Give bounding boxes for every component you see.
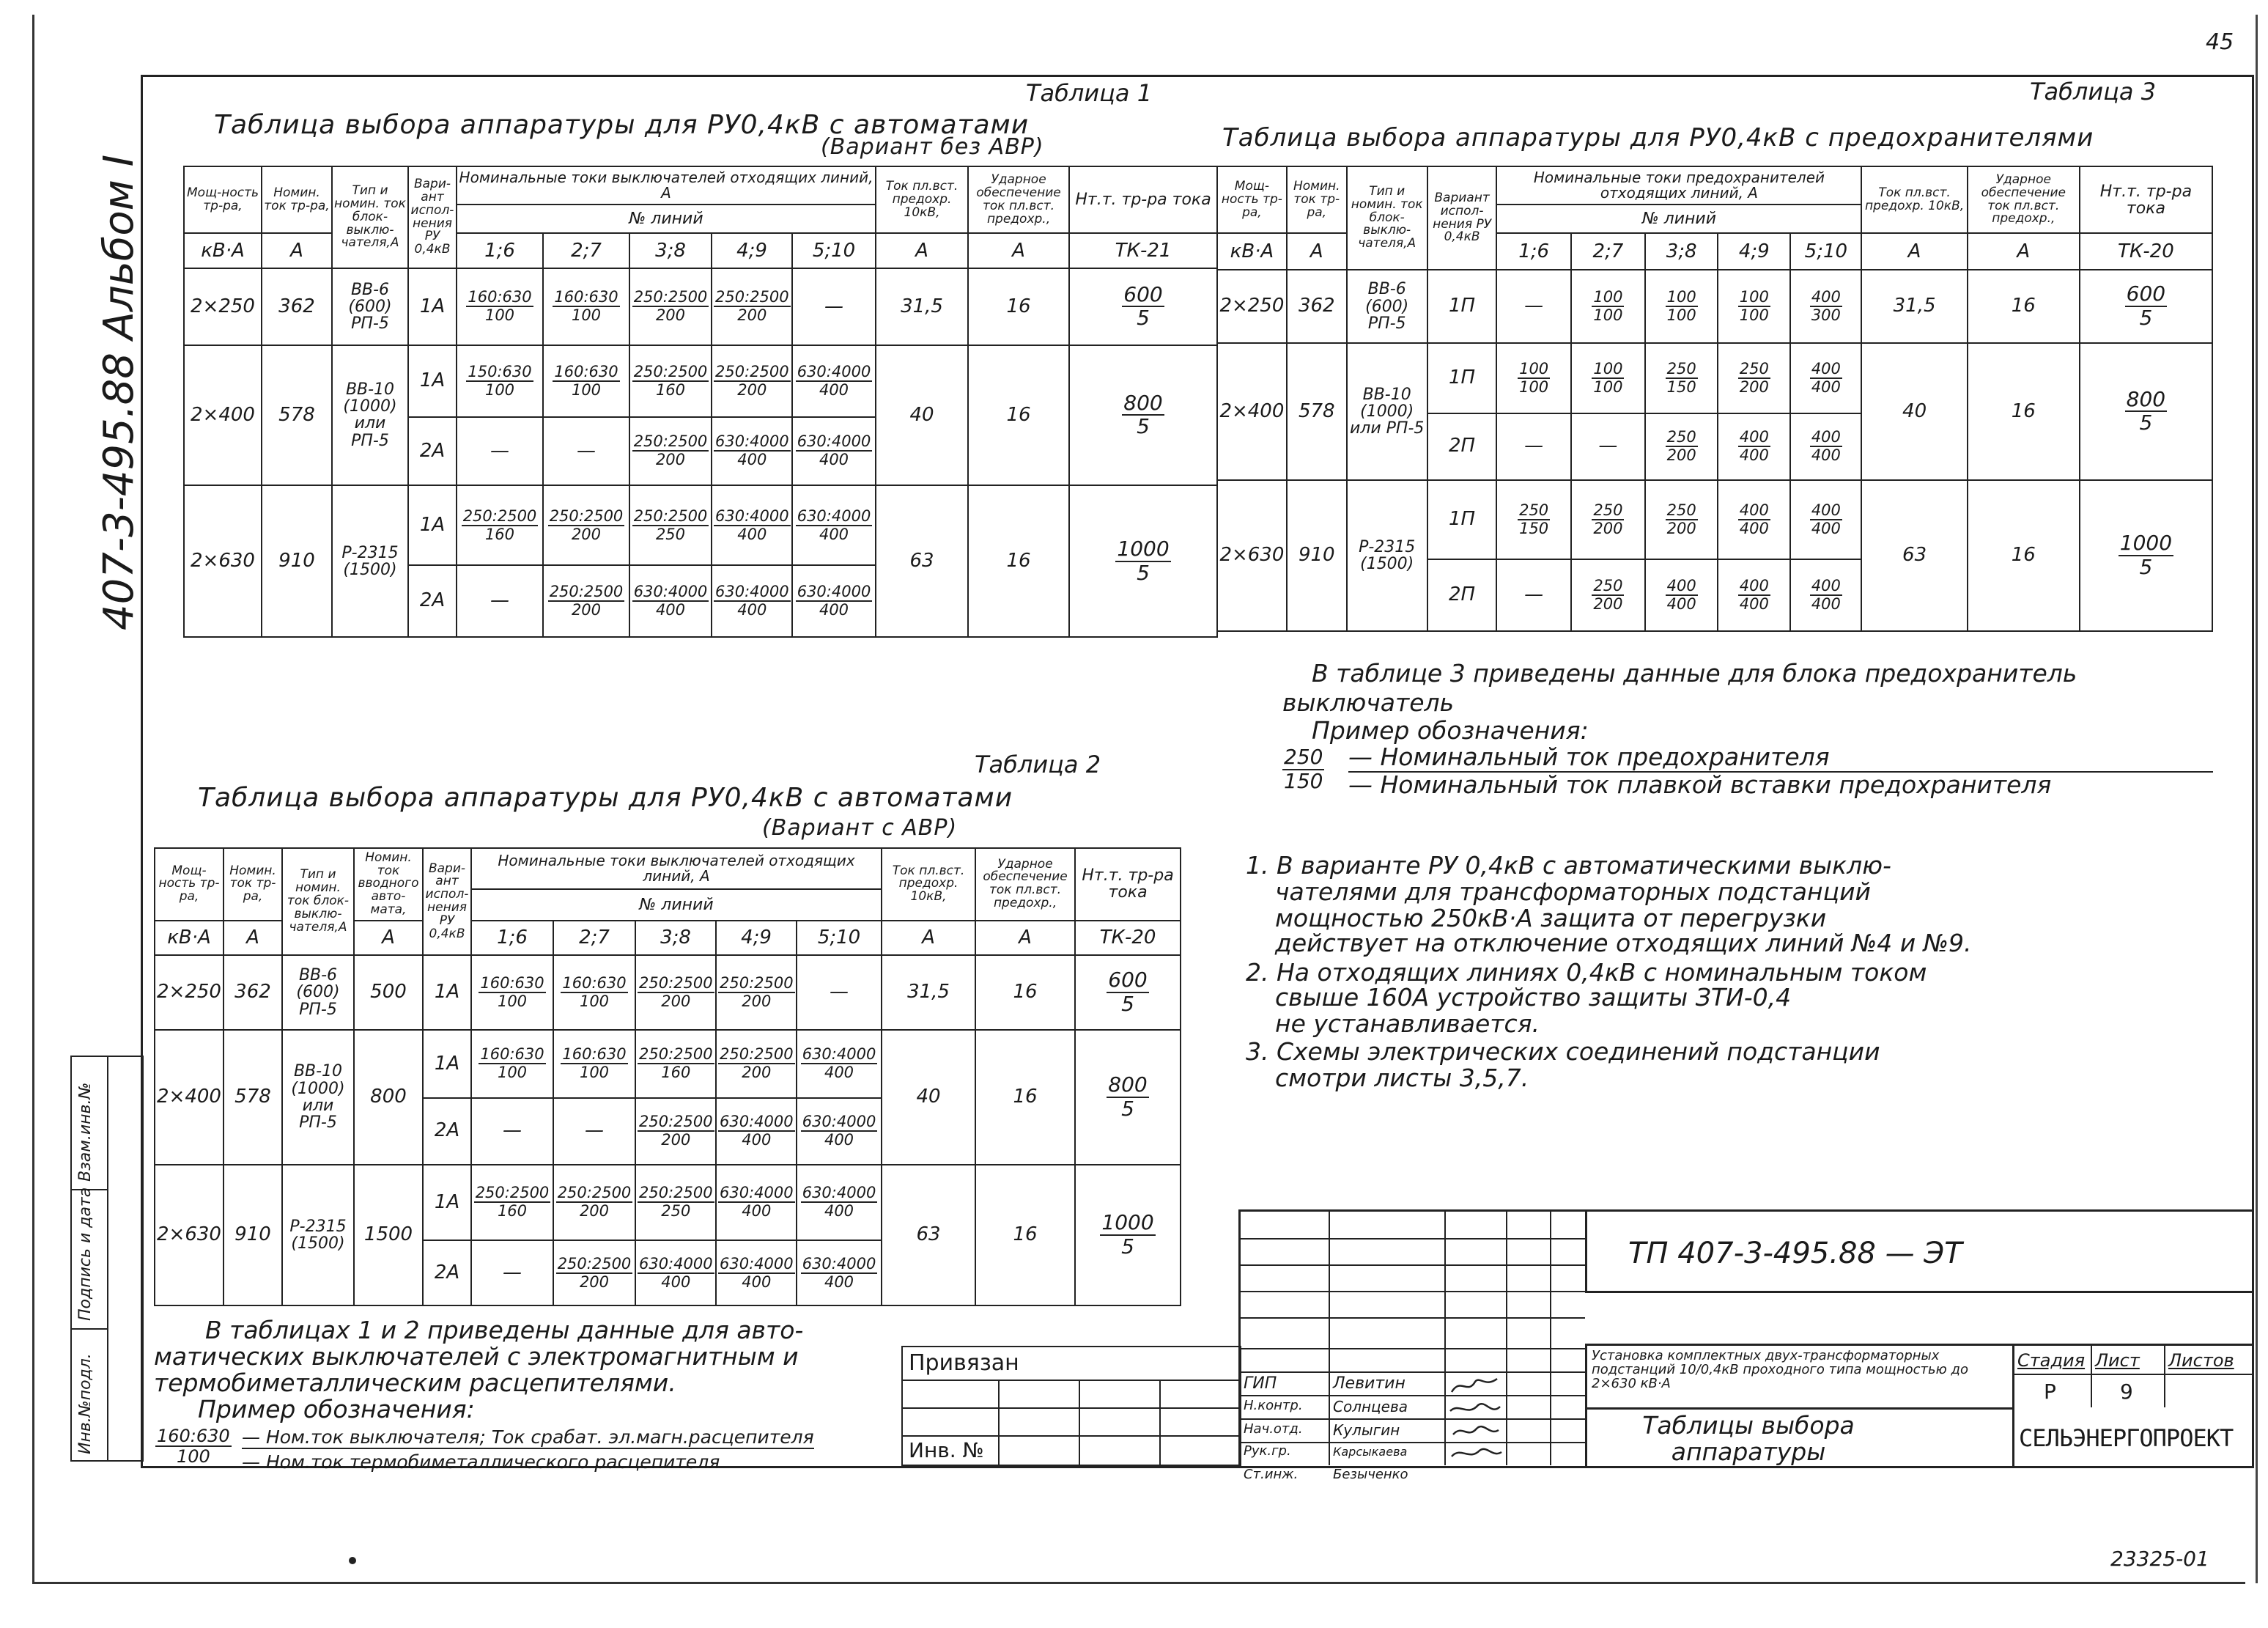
role-label: ГИП (1244, 1374, 1277, 1393)
t2-variant: 1А (423, 1165, 471, 1241)
stage-header: Стадия (2017, 1350, 2086, 1371)
t3-h-fuse: Ток пл.вст. предохр. 10кВ, (1861, 166, 1967, 233)
t2-current: 578 (224, 1030, 282, 1165)
table-row (1217, 270, 2212, 343)
table-row (1217, 343, 2212, 413)
t3-h-tt-unit: ТК-20 (2080, 233, 2212, 270)
t3-cell: $\frac{400}{400}$ (1666, 577, 1696, 614)
note-line: смотри листы 3,5,7. (1275, 1064, 1529, 1092)
t2-cell: $\frac{250:2500}{250}$ (639, 1184, 713, 1220)
t3-cell: $\frac{100}{100}$ (1593, 287, 1623, 325)
t2-power: 2×630 (155, 1165, 224, 1305)
t12-note-line2: матических выключателей с электромагнитным и (154, 1342, 799, 1371)
table2 (154, 847, 1181, 1306)
t3-cell: — (1496, 270, 1570, 343)
t2-cell: — (471, 1240, 553, 1305)
t1-h-line: 5;10 (792, 233, 876, 268)
t2-spec: 16 (975, 955, 1075, 1030)
t3-h-power-unit: кВ·А (1217, 233, 1287, 270)
t3-h-variant: Вариант испол-нения РУ 0,4кВ (1427, 166, 1497, 270)
t1-cell: $\frac{630:4000}{400}$ (797, 507, 871, 543)
t1-cell: — (543, 417, 629, 486)
t2-cell: $\frac{630:4000}{400}$ (720, 1184, 794, 1220)
t2-spec: 16 (975, 1165, 1075, 1305)
t3-variant: 2П (1427, 413, 1497, 480)
t2-fuse: 40 (882, 1030, 975, 1165)
t3-cell: $\frac{400}{400}$ (1811, 501, 1841, 537)
t2-cell: $\frac{250:2500}{160}$ (475, 1184, 550, 1220)
t3-cell: — (1496, 559, 1570, 631)
t2-current: 362 (224, 955, 282, 1030)
t2-h-line: 3;8 (635, 921, 716, 956)
role-label: Нач.отд. (1244, 1421, 1303, 1437)
t1-cell: $\frac{630:4000}{400}$ (797, 582, 871, 619)
t3-h-lines-title: Номинальные токи предохранителей отходящих линий, А (1496, 166, 1861, 205)
t3-cell: — (1496, 413, 1570, 480)
t3-fuse: 63 (1861, 480, 1967, 631)
t3-note-line2: выключатель (1282, 688, 1455, 717)
side-album-label: 407-3-495.88 Альбом I (95, 154, 143, 630)
t3-cell: $\frac{250}{200}$ (1593, 577, 1623, 614)
t3-h-line: 3;8 (1645, 233, 1718, 270)
sheet-value: 9 (2120, 1380, 2133, 1404)
t2-h-current: Номин. ток тр-ра, (224, 848, 282, 921)
t1-h-line: 3;8 (629, 233, 712, 268)
organization-name: СЕЛЬЭНЕРГОПРОЕКТ (2019, 1424, 2234, 1452)
t3-tt: $\frac{800}{5}$ (2126, 386, 2166, 435)
t3-example-title: Пример обозначения: (1312, 716, 1589, 745)
t12-example-top-text: — Ном.ток выключателя; Ток срабат. эл.магн.расцепителя (242, 1426, 814, 1448)
t1-cell: $\frac{160:630}{100}$ (554, 362, 618, 399)
t1-type: ВВ-6 (600) РП-5 (332, 268, 408, 345)
t3-variant: 1П (1427, 343, 1497, 413)
t3-h-line: 2;7 (1571, 233, 1645, 270)
t3-cell: $\frac{100}{100}$ (1593, 359, 1623, 396)
t2-cell: — (797, 955, 882, 1030)
t2-cell: $\frac{250:2500}{200}$ (639, 973, 713, 1010)
t3-current: 362 (1287, 270, 1347, 343)
t1-h-fuse-unit: А (876, 233, 968, 268)
role-name: Солнцева (1333, 1398, 1408, 1415)
t3-type: Р-2315 (1500) (1347, 480, 1427, 631)
t3-cell: $\frac{400}{400}$ (1811, 359, 1841, 396)
t2-cell: $\frac{160:630}{100}$ (480, 973, 544, 1010)
t3-variant: 2П (1427, 559, 1497, 631)
t2-cell: $\frac{160:630}{100}$ (480, 1045, 544, 1082)
t2-h-tt-unit: ТК-20 (1075, 921, 1181, 956)
t2-fuse: 63 (882, 1165, 975, 1305)
table1-title: Таблица выбора аппаратуры для РУ0,4кВ с автоматами (214, 110, 1030, 140)
t3-spec: 16 (1968, 343, 2080, 480)
t3-note-line1: В таблице 3 приведены данные для блока предохранитель (1312, 659, 2077, 688)
table-row (155, 1030, 1181, 1098)
t1-cell: — (457, 417, 543, 486)
t2-h-type: Тип и номин. ток блок-выклю-чателя,А (282, 848, 354, 955)
t1-current: 362 (262, 268, 332, 345)
t2-cell: $\frac{630:4000}{400}$ (802, 1254, 876, 1291)
t2-cell: — (553, 1098, 635, 1165)
role-name: Безыченко (1333, 1467, 1408, 1482)
t2-variant: 2А (423, 1098, 471, 1165)
t3-cell: $\frac{400}{400}$ (1811, 428, 1841, 465)
t1-cell: $\frac{250:2500}{250}$ (633, 507, 708, 543)
table-row (155, 1165, 1181, 1241)
t3-h-power: Мощ-ность тр-ра, (1217, 166, 1287, 233)
t1-cell: $\frac{160:630}{100}$ (468, 288, 532, 325)
table3-label: Таблица 3 (2030, 78, 2157, 106)
project-description: Установка комплектных двух-трансформаторных подстанций 10/0,4кВ проходного типа мощностью до 2×630 кВ·А (1592, 1348, 1968, 1391)
t3-cell: $\frac{400}{400}$ (1739, 577, 1769, 614)
page-number: 45 (2206, 29, 2234, 55)
t2-h-fuse-unit: А (882, 921, 975, 956)
stage-value: Р (2044, 1380, 2056, 1404)
table-row (184, 345, 1217, 417)
role-label: Н.контр. (1244, 1398, 1303, 1413)
t1-cell: $\frac{150:630}{100}$ (468, 362, 532, 399)
t1-h-variant: Вари-ант испол-нения РУ 0,4кВ (408, 166, 457, 268)
t3-variant: 1П (1427, 270, 1497, 343)
t12-note-line1: В таблицах 1 и 2 приведены данные для авто- (205, 1316, 804, 1344)
t1-current: 578 (262, 345, 332, 486)
signatures (1446, 1373, 1504, 1465)
t2-h-line: 5;10 (797, 921, 882, 956)
t2-type: ВВ-6 (600) РП-5 (282, 955, 354, 1030)
t1-h-current-unit: А (262, 233, 332, 268)
t1-fuse: 40 (876, 345, 968, 486)
t2-h-spec-unit: А (975, 921, 1075, 956)
t2-fuse: 31,5 (882, 955, 975, 1030)
page-edge-right (2256, 15, 2258, 1583)
t1-current: 910 (262, 485, 332, 637)
role-name: Кулыгин (1333, 1421, 1400, 1439)
t2-avr: 800 (354, 1030, 423, 1165)
t3-power: 2×250 (1217, 270, 1287, 343)
t1-variant: 1А (408, 345, 457, 417)
t1-cell: $\frac{250:2500}{200}$ (549, 507, 624, 543)
note-line: действует на отключение отходящих линий №4 и №9. (1275, 929, 1972, 957)
t2-h-lines-sub: № линий (471, 889, 882, 920)
t2-h-line: 2;7 (553, 921, 635, 956)
table-row (1217, 480, 2212, 560)
t3-spec: 16 (1968, 270, 2080, 343)
t3-cell: $\frac{250}{200}$ (1739, 359, 1769, 396)
t1-h-tt: Нт.т. тр-ра тока (1069, 166, 1217, 233)
t2-h-lines-title: Номинальные токи выключателей отходящих линий, А (471, 848, 882, 889)
t2-h-line: 1;6 (471, 921, 553, 956)
t2-tt: $\frac{800}{5}$ (1108, 1072, 1148, 1121)
left-stamp-strip (70, 1056, 144, 1462)
t3-example-top-text: — Номинальный ток предохранителя (1348, 743, 2213, 773)
t2-cell: $\frac{630:4000}{400}$ (802, 1045, 876, 1082)
t3-cell: — (1571, 413, 1645, 480)
t1-type: Р-2315 (1500) (332, 485, 408, 637)
doc-code: ТП 407-3-495.88 — ЭТ (1628, 1237, 1962, 1270)
t12-example-title: Пример обозначения: (198, 1395, 475, 1423)
t1-cell: $\frac{250:2500}{200}$ (549, 582, 624, 619)
t1-h-spec: Ударное обеспечение ток пл.вст. предохр., (968, 166, 1069, 233)
t2-cell: $\frac{630:4000}{400}$ (639, 1254, 713, 1291)
note-line: свыше 160А устройство защиты ЗТИ-0,4 (1275, 983, 1792, 1012)
table2-subtitle: (Вариант с АВР) (762, 815, 958, 841)
t3-spec: 16 (1968, 480, 2080, 631)
t1-fuse: 31,5 (876, 268, 968, 345)
t2-cell: $\frac{160:630}{100}$ (562, 1045, 627, 1082)
t1-type: ВВ-10 (1000) или РП-5 (332, 345, 408, 486)
table-row (155, 955, 1181, 1030)
t2-cell: $\frac{250:2500}{200}$ (639, 1113, 713, 1149)
t2-spec: 16 (975, 1030, 1075, 1165)
t1-cell: $\frac{250:2500}{160}$ (633, 362, 708, 399)
t1-cell: — (792, 268, 876, 345)
t3-h-tt: Нт.т. тр-ра тока (2080, 166, 2212, 233)
t3-cell: $\frac{400}{400}$ (1811, 577, 1841, 614)
sheets-header: Листов (2168, 1350, 2234, 1371)
t1-cell: $\frac{250:2500}{200}$ (715, 288, 789, 325)
note-line: мощностью 250кВ·А защита от перегрузки (1275, 904, 1827, 932)
punch-dot (349, 1557, 356, 1564)
t3-cell: $\frac{400}{300}$ (1811, 287, 1841, 325)
t2-h-avr-unit: А (354, 921, 423, 956)
t1-h-line: 4;9 (712, 233, 792, 268)
t1-tt: $\frac{600}{5}$ (1123, 281, 1163, 331)
t2-variant: 1А (423, 1030, 471, 1098)
t3-cell: $\frac{250}{200}$ (1666, 501, 1696, 537)
t3-fuse: 31,5 (1861, 270, 1967, 343)
t1-cell: $\frac{630:4000}{400}$ (715, 582, 789, 619)
t3-example: $\frac{250}{150}$ (1284, 745, 1323, 793)
t1-variant: 1А (408, 485, 457, 565)
note-line: 3. Схемы электрических соединений подстанции (1246, 1037, 1880, 1066)
t1-h-line: 1;6 (457, 233, 543, 268)
t12-example-bottom-text: — Ном.ток термобиметаллического расцепителя (242, 1451, 720, 1473)
t2-avr: 1500 (354, 1165, 423, 1305)
t1-cell: $\frac{630:4000}{400}$ (797, 432, 871, 469)
t3-cell: $\frac{100}{100}$ (1739, 287, 1769, 325)
t1-h-tt-unit: ТК-21 (1069, 233, 1217, 268)
t3-power: 2×630 (1217, 480, 1287, 631)
t2-cell: $\frac{630:4000}{400}$ (802, 1184, 876, 1220)
table1-subtitle: (Вариант без АВР) (821, 134, 1044, 160)
note-line: 1. В варианте РУ 0,4кВ с автоматическими выклю- (1246, 851, 1891, 880)
table-row (184, 485, 1217, 565)
t3-cell: $\frac{400}{400}$ (1739, 501, 1769, 537)
revision-grid (1241, 1212, 1585, 1482)
t3-example-bottom-text: — Номинальный ток плавкой вставки предохранителя (1348, 770, 2052, 799)
t2-current: 910 (224, 1165, 282, 1305)
t3-h-line: 5;10 (1790, 233, 1861, 270)
stamp-sign-date-label: Подпись и дата (76, 1187, 95, 1321)
t2-h-variant: Вари-ант испол-нения РУ 0,4кВ (423, 848, 471, 955)
t2-tt: $\frac{1000}{5}$ (1101, 1209, 1154, 1259)
t1-cell: $\frac{160:630}{100}$ (554, 288, 618, 325)
t3-fuse: 40 (1861, 343, 1967, 480)
t1-spec: 16 (968, 268, 1069, 345)
t3-tt: $\frac{1000}{5}$ (2119, 531, 2173, 579)
t2-avr: 500 (354, 955, 423, 1030)
t3-power: 2×400 (1217, 343, 1287, 480)
t2-h-current-unit: А (224, 921, 282, 956)
t3-h-fuse-unit: А (1861, 233, 1967, 270)
binding-block (901, 1346, 1241, 1466)
t3-h-current: Номин. ток тр-ра, (1287, 166, 1347, 233)
t2-cell: $\frac{250:2500}{200}$ (557, 1184, 632, 1220)
t2-h-power-unit: кВ·А (155, 921, 224, 956)
t1-cell: $\frac{250:2500}{160}$ (462, 507, 537, 543)
role-name: Левитин (1333, 1374, 1406, 1393)
table1-label: Таблица 1 (1026, 79, 1153, 107)
t1-cell: $\frac{630:4000}{400}$ (715, 432, 789, 469)
t3-type: ВВ-10 (1000) или РП-5 (1347, 343, 1427, 480)
t3-h-line: 4;9 (1718, 233, 1790, 270)
t3-cell: $\frac{100}{100}$ (1519, 359, 1549, 396)
t3-h-lines-sub: № линий (1496, 205, 1861, 233)
t2-cell: $\frac{630:4000}{400}$ (802, 1113, 876, 1149)
t1-tt: $\frac{800}{5}$ (1123, 390, 1163, 439)
t1-spec: 16 (968, 345, 1069, 486)
t3-current: 910 (1287, 480, 1347, 631)
sheet-header: Лист (2095, 1350, 2140, 1371)
t1-cell: $\frac{630:4000}{400}$ (797, 362, 871, 399)
t2-h-fuse: Ток пл.вст. предохр. 10кВ, (882, 848, 975, 921)
t12-example: $\frac{160:630}{100}$ (157, 1426, 230, 1467)
note-line: 2. На отходящих линиях 0,4кВ с номинальным током (1246, 958, 1927, 987)
table-row (184, 268, 1217, 345)
t2-h-spec: Ударное обеспечение ток пл.вст. предохр., (975, 848, 1075, 921)
t2-h-power: Мощ-ность тр-ра, (155, 848, 224, 921)
inv-label: Инв. № (909, 1438, 984, 1462)
t2-cell: $\frac{630:4000}{400}$ (720, 1254, 794, 1291)
sheet-title: Таблицы выбора аппаратуры (1642, 1411, 1855, 1466)
t1-h-type: Тип и номин. ток блок-выклю-чателя,А (332, 166, 408, 268)
t1-cell: $\frac{250:2500}{200}$ (715, 362, 789, 399)
note-line: чателями для трансформаторных подстанций (1275, 877, 1871, 906)
t1-variant: 2А (408, 417, 457, 486)
t2-variant: 2А (423, 1240, 471, 1305)
t1-cell: $\frac{630:4000}{400}$ (715, 507, 789, 543)
role-label: Рук.гр. (1244, 1443, 1291, 1459)
t2-cell: $\frac{160:630}{100}$ (562, 973, 627, 1010)
role-label: Ст.инж. (1244, 1467, 1299, 1482)
t2-h-line: 4;9 (716, 921, 797, 956)
stamp-replace-label: Взам.инв.№ (76, 1082, 95, 1182)
t1-cell: $\frac{250:2500}{200}$ (633, 432, 708, 469)
t1-fuse: 63 (876, 485, 968, 637)
t2-h-avr: Номин. ток вводного авто-мата, (354, 848, 423, 921)
t1-h-current: Номин. ток тр-ра, (262, 166, 332, 233)
t1-h-line: 2;7 (543, 233, 629, 268)
t1-power: 2×250 (184, 268, 262, 345)
t2-power: 2×250 (155, 955, 224, 1030)
t2-cell: $\frac{250:2500}{160}$ (639, 1045, 713, 1082)
t1-h-power-unit: кВ·А (184, 233, 262, 268)
t3-cell: $\frac{400}{400}$ (1739, 428, 1769, 465)
t1-spec: 16 (968, 485, 1069, 637)
t3-cell: $\frac{250}{200}$ (1593, 501, 1623, 537)
title-block (1238, 1209, 2252, 1482)
t3-type: ВВ-6 (600) РП-5 (1347, 270, 1427, 343)
t2-type: ВВ-10 (1000) или РП-5 (282, 1030, 354, 1165)
t2-cell: — (471, 1098, 553, 1165)
t2-cell: $\frac{250:2500}{200}$ (557, 1254, 632, 1291)
table2-title: Таблица выбора аппаратуры для РУ0,4кВ с автоматами (198, 783, 1013, 813)
table3 (1216, 166, 2213, 632)
t3-cell: $\frac{250}{150}$ (1666, 359, 1696, 396)
table3-title: Таблица выбора аппаратуры для РУ0,4кВ с предохранителями (1222, 123, 2094, 152)
t3-h-type: Тип и номин. ток блок-выклю-чателя,А (1347, 166, 1427, 270)
t2-variant: 1А (423, 955, 471, 1030)
t12-note-line3: термобиметаллическим расцепителями. (154, 1369, 676, 1397)
t2-cell: $\frac{630:4000}{400}$ (720, 1113, 794, 1149)
t2-h-tt: Нт.т. тр-ра тока (1075, 848, 1181, 921)
role-name: Карсыкаева (1333, 1445, 1408, 1459)
t3-h-line: 1;6 (1496, 233, 1570, 270)
t1-h-fuse: Ток пл.вст. предохр. 10кВ, (876, 166, 968, 233)
t2-type: Р-2315 (1500) (282, 1165, 354, 1305)
t3-cell: $\frac{100}{100}$ (1666, 287, 1696, 325)
t1-cell: $\frac{250:2500}{200}$ (633, 288, 708, 325)
t2-cell: $\frac{250:2500}{200}$ (720, 973, 794, 1010)
t3-cell: $\frac{250}{200}$ (1666, 428, 1696, 465)
t1-variant: 2А (408, 565, 457, 637)
t1-h-spec-unit: А (968, 233, 1069, 268)
t1-h-lines-title: Номинальные токи выключателей отходящих линий, А (457, 166, 876, 205)
t2-tt: $\frac{600}{5}$ (1108, 968, 1148, 1016)
t3-h-spec-unit: А (1968, 233, 2080, 270)
t3-variant: 1П (1427, 480, 1497, 560)
t3-h-spec: Ударное обеспечение ток пл.вст. предохр., (1968, 166, 2080, 233)
outer-border-bottom (32, 1582, 2245, 1584)
t1-variant: 1А (408, 268, 457, 345)
t3-tt: $\frac{600}{5}$ (2126, 281, 2166, 331)
t1-tt: $\frac{1000}{5}$ (1117, 536, 1170, 585)
t1-power: 2×630 (184, 485, 262, 637)
archive-number: 23325-01 (2110, 1547, 2209, 1571)
t1-h-lines-sub: № линий (457, 205, 876, 233)
t3-h-current-unit: А (1287, 233, 1347, 270)
t2-power: 2×400 (155, 1030, 224, 1165)
stamp-inv-label: Инв.№подл. (76, 1353, 95, 1454)
t2-cell: $\frac{250:2500}{200}$ (720, 1045, 794, 1082)
t1-cell: — (457, 565, 543, 637)
t3-current: 578 (1287, 343, 1347, 480)
table1 (183, 166, 1218, 638)
t3-cell: $\frac{250}{150}$ (1519, 501, 1549, 537)
privyazan-label: Привязан (909, 1350, 1019, 1376)
doc-code-cell (1585, 1212, 2254, 1293)
outer-border-left (32, 15, 34, 1583)
table2-label: Таблица 2 (975, 751, 1101, 778)
t1-cell: $\frac{630:4000}{400}$ (633, 582, 708, 619)
t1-power: 2×400 (184, 345, 262, 486)
sheet-info (1585, 1344, 2254, 1467)
note-line: не устанавливается. (1275, 1009, 1540, 1038)
t1-h-power: Мощ-ность тр-ра, (184, 166, 262, 233)
